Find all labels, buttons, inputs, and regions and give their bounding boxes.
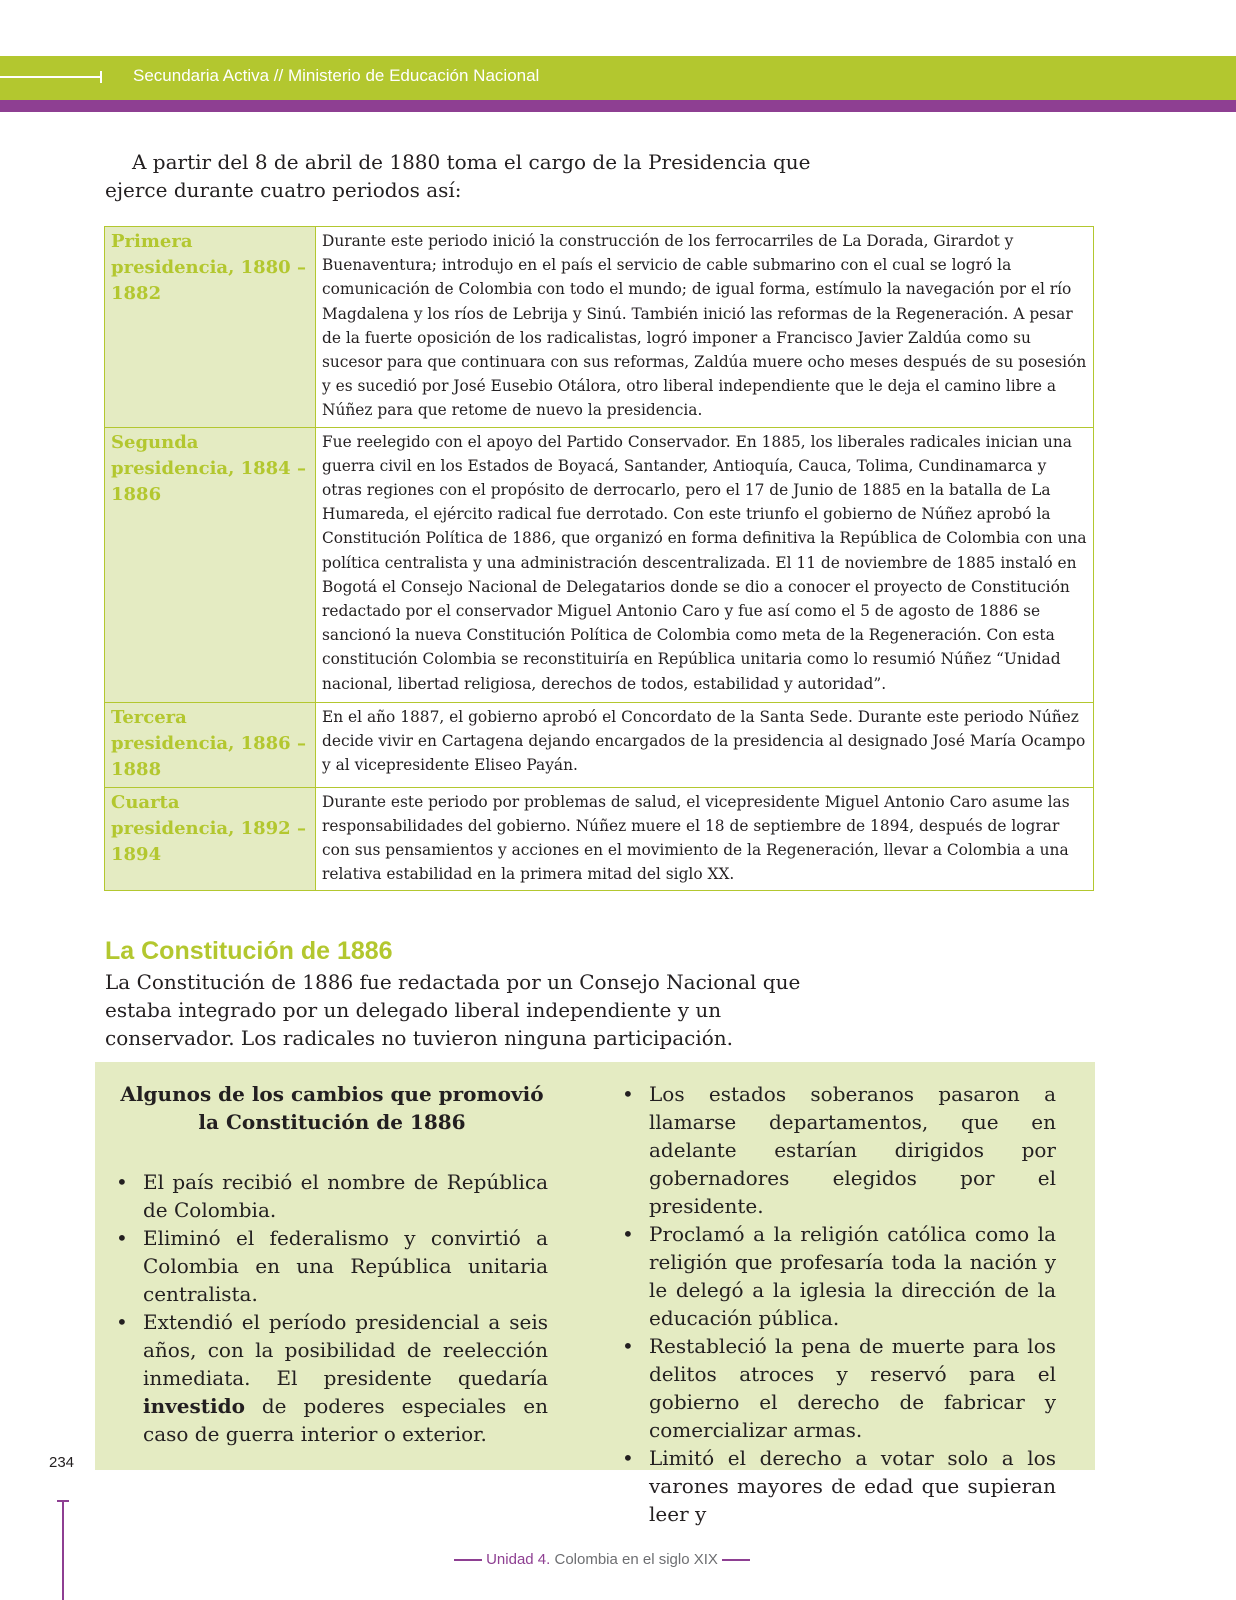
- table-row: [105, 787, 1094, 891]
- footer-rule-right: [722, 1559, 750, 1561]
- list-item: • Eliminó el federalismo y convirtió a Colombia en una República unitaria centralista.: [116, 1226, 548, 1306]
- footer-unit-title: Unidad 4. Colombia en el siglo XIX: [442, 1551, 762, 1568]
- header-accent-stripe: [0, 100, 1236, 112]
- list-item: • Los estados soberanos pasaron a llamarse departamentos, que en adelante estarían dirigidos por gobernadores elegidos por el presidente.: [622, 1082, 1056, 1218]
- margin-rule: [62, 1500, 64, 1600]
- list-item: • Limitó el derecho a votar solo a los varones mayores de edad que supieran leer y: [622, 1446, 1056, 1526]
- presidency-label: Primera presidencia, 1880 – 1882: [105, 227, 316, 428]
- presidency-description: Durante este periodo por problemas de salud, el vicepresidente Miguel Antonio Caro asume las responsabilidades del gobierno. Núñez muere el 18 de septiembre de 1894, después de lograr con sus pensamientos y acciones en el movimiento de la Regeneración, llevar a Colombia a una relativa estabilidad en la primera mitad del siglo XX.: [316, 787, 1094, 891]
- bullet-icon: •: [116, 1226, 128, 1250]
- bullet-icon: •: [622, 1334, 634, 1358]
- changes-box-title: Algunos de los cambios que promovió la Constitución de 1886: [120, 1082, 544, 1134]
- header-rule: [0, 76, 102, 78]
- changes-list-right: [622, 1080, 1056, 1528]
- list-item: • El país recibió el nombre de República de Colombia.: [116, 1170, 548, 1222]
- bullet-icon: •: [116, 1310, 128, 1334]
- table-row: [105, 427, 1094, 702]
- presidency-description: Durante este periodo inició la construcción de los ferrocarriles de La Dorada, Girardot y Buenaventura; introdujo en el país el servicio de cable submarino con el cual se logró la comunicación de Colombia con todo el mundo; de igual forma, estímulo la navegación por el río Magdalena y los ríos de Lebrija y Sinú. También inició las reformas de la Regeneración. A pesar de la fuerte oposición de los radicalistas, logró imponer a Francisco Javier Zaldúa como su sucesor para que continuara con sus reformas, Zaldúa muere ocho meses después de su posesión y es sucedió por José Eusebio Otálora, otro liberal independiente que le deja el camino libre a Núñez para que retome de nuevo la presidencia.: [316, 227, 1094, 428]
- list-item: • Proclamó a la religión católica como la religión que profesaría toda la nación y le delegó a la iglesia la dirección de la educación pública.: [622, 1222, 1056, 1330]
- header-title: Secundaria Activa // Ministerio de Educación Nacional: [133, 66, 540, 85]
- emphasis-term: investido: [143, 1394, 245, 1418]
- table-row: [105, 227, 1094, 428]
- bullet-icon: •: [622, 1082, 634, 1106]
- presidencies-table: [104, 226, 1094, 891]
- changes-right-column: [622, 1080, 1056, 1528]
- presidency-description: En el año 1887, el gobierno aprobó el Concordato de la Santa Sede. Durante este periodo Núñez decide vivir en Cartagena dejando encargados de la presidencia al designado José María Ocampo y al vicepresidente Eliseo Payán.: [316, 702, 1094, 787]
- section-title: La Constitución de 1886: [105, 937, 393, 965]
- presidency-label: Cuarta presidencia, 1892 – 1894: [105, 787, 316, 891]
- intro-paragraph: A partir del 8 de abril de 1880 toma el cargo de la Presidencia que ejerce durante cuatro periodos así:: [105, 150, 811, 202]
- presidency-label: Segunda presidencia, 1884 – 1886: [105, 427, 316, 702]
- header-rule-tick: [100, 71, 102, 83]
- table-row: [105, 702, 1094, 787]
- changes-list-left: [116, 1168, 548, 1448]
- presidency-description: Fue reelegido con el apoyo del Partido Conservador. En 1885, los liberales radicales inician una guerra civil en los Estados de Boyacá, Santander, Antioquía, Cauca, Tolima, Cundinamarca y otras regiones con el propósito de derrocarlo, pero el 17 de Junio de 1885 en la batalla de La Humareda, el ejército radical fue derrotado. Con este triunfo el gobierno de Núñez aprobó la Constitución Política de 1886, que organizó en forma definitiva la República de Colombia con una política centralista y una administración descentralizada. El 11 de noviembre de 1885 instaló en Bogotá el Consejo Nacional de Delegatarios donde se dio a conocer el proyecto de Constitución redactado por el conservador Miguel Antonio Caro y fue así como el 5 de agosto de 1886 se sancionó la nueva Constitución Política de Colombia como meta de la Regeneración. Con esta constitución Colombia se reconstituiría en República unitaria como lo resumió Núñez “Unidad nacional, libertad religiosa, derechos de todos, estabilidad y autoridad”.: [316, 427, 1094, 702]
- list-item: • Restableció la pena de muerte para los delitos atroces y reservó para el gobierno el derecho de fabricar y comercializar armas.: [622, 1334, 1056, 1442]
- changes-left-column: [116, 1080, 548, 1448]
- bullet-icon: •: [622, 1446, 634, 1470]
- footer-rule-left: [454, 1559, 482, 1561]
- list-item: • Extendió el período presidencial a seis años, con la posibilidad de reelección inmediata. El presidente quedaría investido de poderes especiales en caso de guerra interior o exterior.: [116, 1310, 548, 1446]
- section-paragraph: La Constitución de 1886 fue redactada por un Consejo Nacional que estaba integrado por un delegado liberal independiente y un conservador. Los radicales no tuvieron ninguna participación.: [105, 970, 801, 1050]
- presidency-label: Tercera presidencia, 1886 – 1888: [105, 702, 316, 787]
- bullet-icon: •: [622, 1222, 634, 1246]
- page-number: 234: [49, 1454, 75, 1471]
- bullet-icon: •: [116, 1170, 128, 1194]
